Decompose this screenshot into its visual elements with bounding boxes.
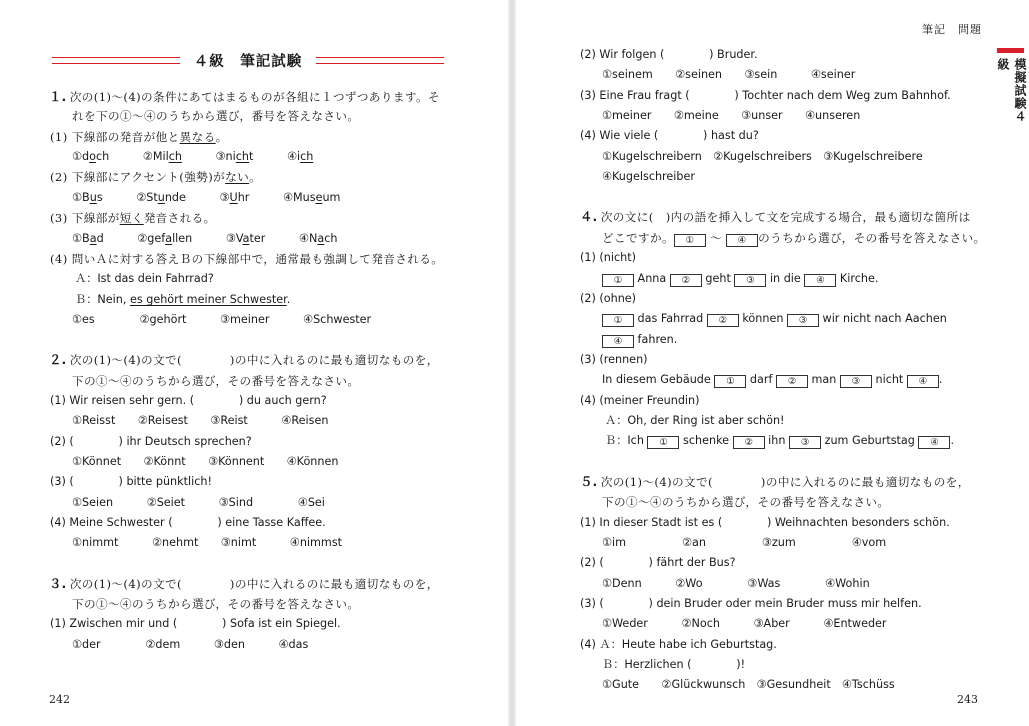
right-text-line: (2) ( ) fährt der Bus?: [580, 556, 736, 569]
right-text-line: ①Denn ②Wo ③Was ④Wohin: [602, 577, 870, 590]
left-text-line: (3) ( ) bitte pünktlich!: [50, 475, 212, 488]
left-text-line: ①Seien ②Seiet ③Sind ④Sei: [72, 496, 325, 509]
left-text-line: ①Reisst ②Reisest ③Reist ④Reisen: [72, 414, 329, 427]
right-text-line: (4) Ａ：Heute habe ich Geburtstag.: [580, 638, 777, 651]
right-text-line: (2) (ohne): [580, 292, 637, 305]
left-text-line: (2) 下線部にアクセント(強勢)がない。: [50, 170, 262, 184]
left-text-line: ２. 次の(1)～(4)の文で( )の中に入れるのに最も適切なものを，: [49, 352, 439, 367]
right-text-line: ① das Fahrrad ② können ③ wir nicht nach Aachen: [602, 312, 947, 327]
right-text-line: (3) (rennen): [580, 353, 648, 366]
right-text-line: 下の①～④のうちから選び，その番号を答えなさい。: [602, 495, 890, 509]
left-text-line: 下の①～④のうちから選び，その番号を答えなさい。: [72, 597, 360, 611]
left-text-line: 下の①～④のうちから選び，その番号を答えなさい。: [72, 374, 360, 388]
right-text-line: ①Gute ②Glückwunsch ③Gesundheit ④Tschüss: [602, 678, 895, 691]
right-text-line: (3) Eine Frau fragt ( ) Tochter nach dem Weg zum Bahnhof.: [580, 89, 951, 102]
left-text-line: (1) 下線部の発音が他と異なる。: [50, 130, 228, 144]
left-text-line: ①Bad ②gefallen ③Vater ④Nach: [72, 232, 338, 245]
left-text-line: ①nimmt ②nehmt ③nimt ④nimmst: [72, 536, 343, 549]
title-rule-right: [316, 57, 444, 64]
left-text-line: (4) Meine Schwester ( ) eine Tasse Kaffee.: [50, 516, 326, 529]
right-text-line: ④ fahren.: [602, 333, 677, 348]
section-title: [52, 48, 444, 72]
left-text-line: ①Bus ②Stunde ③Uhr ④Museum: [72, 191, 341, 204]
section-title-text: ４級 筆記試験: [193, 54, 303, 70]
right-text-line: ①im ②an ③zum ④vom: [602, 536, 887, 549]
right-text-line: (3) ( ) dein Bruder oder mein Bruder muss mir helfen.: [580, 597, 922, 610]
running-header: 筆記 問題: [922, 23, 982, 36]
side-tab: [991, 44, 1027, 124]
left-text-line: ３. 次の(1)～(4)の文で( )の中に入れるのに最も適切なものを，: [49, 576, 439, 591]
right-text-line: (4) (meiner Freundin): [580, 394, 700, 407]
page-number-left: 242: [49, 693, 70, 706]
right-text-line: ４. 次の文に( )内の語を挿入して文を完成する場合，最も適切な箇所は: [580, 209, 971, 224]
right-text-line: ①Kugelschreibern ②Kugelschreibers ③Kugelschreibere: [602, 150, 923, 163]
right-text-line: Ａ：Oh, der Ring ist aber schön!: [605, 414, 785, 427]
book-gutter: [508, 0, 516, 726]
right-text-line: (4) Wie viele ( ) hast du?: [580, 129, 759, 142]
left-text-line: (1) Wir reisen sehr gern. ( ) du auch gern?: [50, 394, 327, 407]
right-text-line: Ｂ：Herzlichen ( )!: [602, 658, 746, 671]
left-text-line: ①Könnet ②Könnt ③Könnent ④Können: [72, 455, 339, 468]
right-text-line: (1) In dieser Stadt ist es ( ) Weihnachten besonders schön.: [580, 516, 950, 529]
right-text-line: (2) Wir folgen ( ) Bruder.: [580, 48, 758, 61]
right-text-line: ① Anna ② geht ③ in die ④ Kirche.: [602, 272, 878, 287]
right-text-line: ①Weder ②Noch ③Aber ④Entweder: [602, 617, 887, 630]
side-tab-marker: [997, 48, 1024, 53]
left-text-line: (2) ( ) ihr Deutsch sprechen?: [50, 435, 252, 448]
page-number-right: 243: [957, 693, 978, 706]
left-text-line: １. 次の(1)～(4)の条件にあてはまるものが各組に１つずつあります。そ: [49, 89, 440, 104]
right-text-line: ５. 次の(1)～(4)の文で( )の中に入れるのに最も適切なものを，: [580, 474, 970, 489]
left-text-line: Ａ：Ist das dein Fahrrad?: [75, 272, 214, 285]
left-text-line: (4) 問いＡに対する答えＢの下線部中で，通常最も強調して発音される。: [50, 252, 444, 266]
side-tab-label: 模擬試験４級: [996, 58, 1027, 123]
right-text-line: どこですか。 ① ～ ④ のうちから選び，その番号を答えなさい。: [602, 231, 986, 246]
left-text-line: れを下の①～④のうちから選び，番号を答えなさい。: [72, 109, 360, 123]
left-text-line: Ｂ：Nein, es gehört meiner Schwester.: [75, 293, 291, 306]
left-text-line: ①der ②dem ③den ④das: [72, 638, 309, 651]
left-text-line: ①doch ②Milch ③nicht ④ich: [72, 150, 314, 163]
right-text-line: ①meiner ②meine ③unser ④unseren: [602, 109, 861, 122]
right-text-line: In diesem Gebäude ① darf ② man ③ nicht ④ .: [602, 373, 943, 387]
right-text-line: (1) (nicht): [580, 251, 636, 264]
left-text-line: ①es ②gehört ③meiner ④Schwester: [72, 313, 372, 326]
left-text-line: (3) 下線部が短く発音される。: [50, 211, 216, 225]
right-text-line: ④Kugelschreiber: [602, 170, 695, 183]
left-text-line: (1) Zwischen mir und ( ) Sofa ist ein Spiegel.: [50, 617, 341, 630]
right-text-line: ①seinem ②seinen ③sein ④seiner: [602, 68, 856, 81]
right-text-line: Ｂ：Ich ① schenke ② ihn ③ zum Geburtstag ④ .: [605, 434, 955, 448]
